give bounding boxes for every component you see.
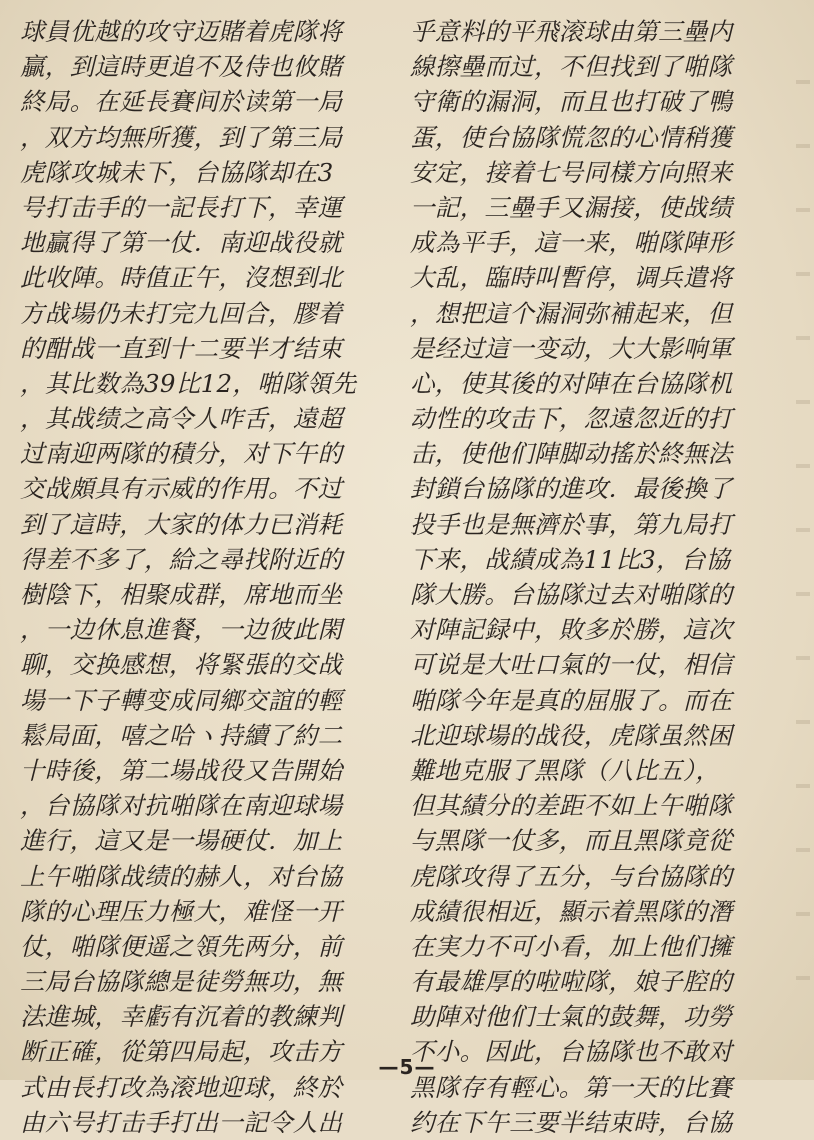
text-line: 与黑隊一仗多，而且黑隊竟從 (410, 826, 733, 856)
text-line: 聊，交换感想，将緊張的交战 (20, 650, 343, 680)
text-line: 号打击手的一記長打下，幸運 (20, 192, 343, 222)
text-line: 不小。因此，台協隊也不敢对 (410, 1037, 733, 1067)
text-line: 成績很相近，顯示着黑隊的潛 (410, 896, 733, 926)
text-line: 守衛的漏洞，而且也打破了鴨 (410, 87, 733, 117)
text-line: 北迎球場的战役，虎隊虽然困 (410, 720, 733, 750)
text-line: 约在下午三要半结束時，台協 (410, 1107, 733, 1137)
text-line: 此收陣。時值正午，沒想到北 (20, 263, 343, 293)
right-text-column (410, 14, 776, 1140)
text-line: 交战頗具有示威的作用。不过 (20, 474, 343, 504)
text-line: 一記，三壘手又漏接，使战绩 (410, 192, 733, 222)
text-line: 法進城，幸虧有沉着的教練判 (20, 1002, 343, 1032)
text-line: 成為平手，這一来，啪隊陣形 (410, 228, 733, 258)
text-line: 下来，战績成為11比3，台協 (410, 544, 731, 574)
text-line: 心，使其後的对陣在台協隊机 (410, 368, 733, 398)
text-line: 贏，到這時更追不及侍也攸賭 (20, 52, 343, 82)
text-line: 可说是大吐口氣的一仗，相信 (410, 650, 733, 680)
text-line: 断正確，從第四局起，攻击方 (20, 1037, 343, 1067)
text-line: 投手也是無濟於事，第九局打 (410, 509, 733, 539)
text-line: ，一边休息進餐，一边彼此閑 (20, 615, 343, 645)
text-line: 線擦壘而过，不但找到了啪隊 (410, 52, 733, 82)
text-line: 上午啪隊战绩的赫人，对台協 (20, 861, 343, 891)
text-line: 三局台協隊總是徒勞無功，無 (20, 967, 343, 997)
text-line: 啪隊今年是真的屈服了。而在 (410, 685, 733, 715)
text-line: 对陣記録中，敗多於勝，這次 (410, 615, 733, 645)
text-line: 球員优越的攻守迈賭着虎隊将 (20, 17, 343, 46)
text-line: 过南迎两隊的積分，对下午的 (20, 439, 343, 469)
text-line: 击，使他们陣脚动搖於終無法 (410, 439, 733, 469)
page-number: —5— (378, 1055, 436, 1079)
text-line: 隊大勝。台協隊过去对啪隊的 (410, 580, 733, 609)
text-line: 在実力不可小看，加上他们擁 (410, 931, 733, 961)
text-line: 助陣对他们士氣的鼓舞，功勞 (410, 1002, 733, 1032)
left-text-column (20, 14, 386, 1140)
text-line: 虎隊攻城未下，台協隊却在3 (20, 157, 334, 187)
text-line: 有最雄厚的啦啦隊，娘子腔的 (410, 967, 733, 997)
text-line: 仗，啪隊便遥之領先两分，前 (20, 931, 343, 961)
text-line: 十時後，第二場战役又告開始 (20, 755, 343, 785)
column-gutter (398, 10, 399, 1040)
text-line: ，其比数為39比12，啪隊領先 (20, 368, 357, 398)
text-line: 大乱，臨時叫暫停，调兵遣将 (410, 263, 733, 293)
text-line: ，想把這个漏洞弥補起来，但 (410, 298, 733, 328)
text-line: 到了這時，大家的体力已消耗 (20, 509, 343, 539)
text-line: 式由長打改為滚地迎球，終於 (20, 1072, 343, 1102)
text-line: 黑隊存有輕心。第一天的比賽 (410, 1072, 733, 1102)
text-line: 鬆局面，嘻之哈ヽ持續了約二 (20, 720, 343, 750)
text-line: 難地克服了黑隊（八比五）， (410, 755, 721, 785)
text-line: 但其績分的差距不如上午啪隊 (410, 791, 733, 821)
text-line: 虎隊攻得了五分，与台協隊的 (410, 861, 733, 891)
right-margin-bleed (796, 20, 810, 1020)
text-line: 進行，這又是一場硬仗．加上 (20, 826, 343, 856)
text-line: 得差不多了，給之尋找附近的 (20, 544, 343, 574)
text-line: ，台協隊对抗啪隊在南迎球場 (20, 791, 343, 821)
text-line: 的酣战一直到十二要半才结束 (20, 333, 343, 363)
text-line: 方战場仍未打完九回合，膠着 (20, 298, 343, 328)
text-line: 樹陰下，相聚成群，席地而坐 (20, 580, 343, 609)
text-line: ，其战绩之高令人咋舌，遠超 (20, 404, 343, 434)
text-line: 地贏得了第一仗．南迎战役就 (20, 228, 343, 258)
text-line: 封鎖台協隊的進攻．最後換了 (410, 474, 733, 504)
text-line: ，双方均無所獲，到了第三局 (20, 122, 343, 152)
text-line: 隊的心理压力極大，难怪一开 (20, 896, 343, 926)
text-line: 由六号打击手打出一記令人出 (20, 1107, 343, 1137)
text-line: 乎意料的平飛滚球由第三壘内 (410, 17, 733, 46)
text-line: 动性的攻击下，忽遠忽近的打 (410, 404, 733, 434)
text-line: 是经过這一变动，大大影响軍 (410, 333, 733, 363)
text-line: 終局。在延長賽间於读第一局 (20, 87, 343, 117)
text-line: 蛋，使台協隊慌忽的心情稍獲 (410, 122, 733, 152)
text-line: 安定，接着七号同樣方向照来 (410, 157, 733, 187)
text-line: 場一下子轉变成同鄉交誼的輕 (20, 685, 343, 715)
